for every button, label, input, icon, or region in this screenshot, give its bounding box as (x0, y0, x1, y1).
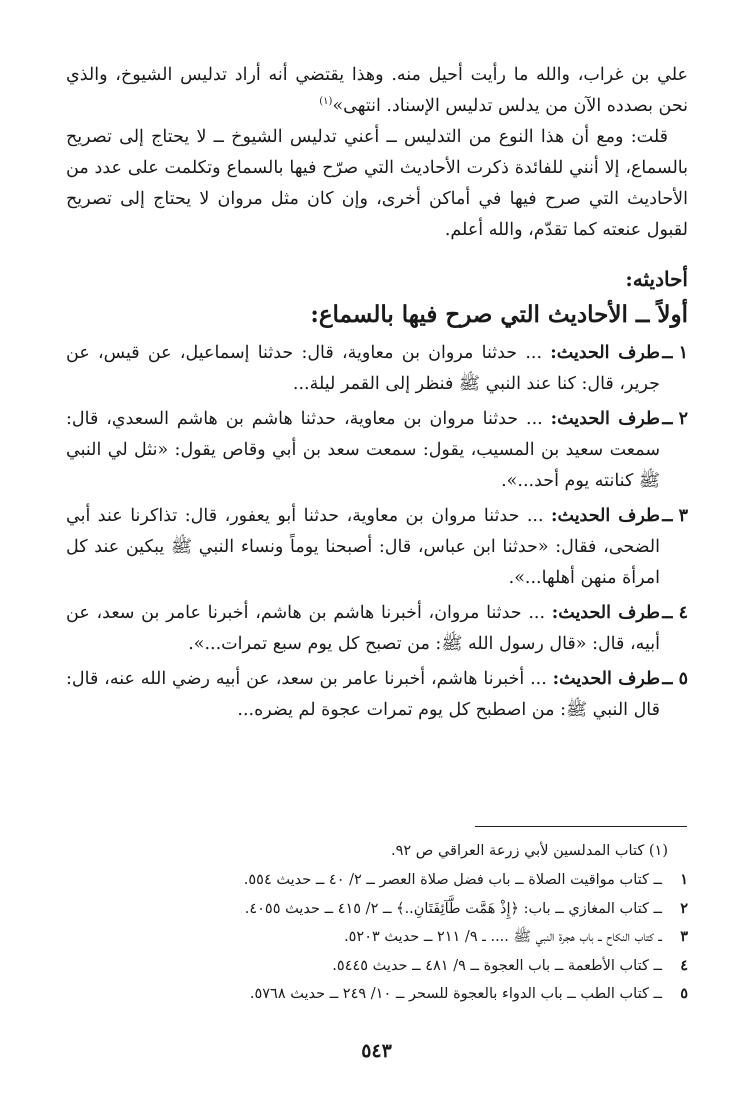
hadith-text: ... حدثنا مروان بن معاوية، حدثنا أبو يعفور، قال: تذاكرنا عند أبي الضحى، فقال: «حدثنا ابن عباس، قال: أصبحنا يوماً ونساء النبي ﷺ يبكين عند كل امرأة منهن أهلها...». (66, 506, 660, 588)
reference-number: ١ (680, 871, 688, 888)
hadith-item (66, 664, 688, 726)
reference-item (66, 895, 688, 924)
hadith-item (66, 598, 688, 660)
hadith-item (66, 501, 688, 594)
reference-text: ــ كتاب النكاح ــ باب هجرة النبي ﷺ .... ــ ٩/ ٢١١ ــ حديث ٥٢٠٣. (344, 929, 662, 945)
section-heading: أحاديثه: (625, 267, 688, 291)
hadith-number: ٥ ــ (662, 669, 688, 689)
reference-item (66, 866, 688, 895)
hadith-text: ... حدثنا مروان، أخبرنا هاشم بن هاشم، أخبرنا عامر بن سعد، عن أبيه، قال: «قال رسول الله ﷺ: من تصبح كل يوم سبع تمرات...». (66, 603, 660, 654)
main-text (66, 60, 688, 726)
reference-text: ــ كتاب مواقيت الصلاة ــ باب فضل صلاة العصر ــ ٢/ ٤٠ ــ حديث ٥٥٤. (243, 872, 662, 888)
hadith-text: ... حدثنا مروان بن معاوية، قال: حدثنا إسماعيل، عن قيس، عن جرير، قال: كنا عند النبي ﷺ فنظر إلى القمر ليلة... (66, 343, 660, 394)
hadith-lead: طرف الحديث: (552, 669, 660, 689)
reference-item (66, 980, 688, 1009)
hadith-lead: طرف الحديث: (550, 409, 660, 429)
reference-number: ٤ (680, 956, 688, 974)
subsection-heading: أولاً ــ الأحاديث التي صرح فيها بالسماع: (310, 301, 688, 328)
hadith-text: ... حدثنا مروان بن معاوية، حدثنا هاشم بن هاشم السعدي، قال: سمعت سعيد بن المسيب، يقول: سمعت سعد بن أبي وقاص يقول: «نثل لي النبي ﷺ كنانته يوم أحد...». (66, 409, 660, 491)
intro-paragraph-1-text: علي بن غراب، والله ما رأيت أحيل منه. وهذا يقتضي أنه أراد تدليس الشيوخ، والذي نحن بصدده الآن من يدلس تدليس الإسناد. انتهى» (66, 65, 688, 116)
hadith-number: ٢ ــ (662, 409, 688, 429)
reference-number: ٥ (680, 985, 688, 1002)
intro-paragraph-2: قلت: ومع أن هذا النوع من التدليس ــ أعني تدليس الشيوخ ــ لا يحتاج إلى تصريح بالسماع، إلا أنني للفائدة ذكرت الأحاديث التي صرّح فيها بالسماع وتكلمت على عدد من الأحاديث التي صرح فيها في أماكن أخرى، وإن كان مثل مروان لا يحتاج إلى تصريح لقبول عنعته كما تقدّم، والله أعلم. (66, 127, 688, 240)
footnote-marker: (١) (319, 96, 333, 108)
hadith-text: ... أخبرنا هاشم، أخبرنا عامر بن سعد، عن أبيه رضي الله عنه، قال: قال النبي ﷺ: من اصطبح كل يوم تمرات عجوة لم يضره... (66, 669, 660, 720)
reference-item (66, 923, 688, 952)
hadith-item (66, 404, 688, 497)
footnote-1: (١) كتاب المدلسين لأبي زرعة العراقي ص ٩٢. (391, 843, 668, 859)
reference-number: ٣ (680, 928, 688, 945)
footnote-separator (475, 826, 687, 827)
hadith-number: ٤ ــ (662, 603, 688, 623)
hadith-lead: طرف الحديث: (551, 506, 660, 526)
hadith-lead: طرف الحديث: (550, 343, 660, 363)
reference-text: ــ كتاب المغازي ــ باب: ﴿إِذْ هَمَّت طَّآئِفَتَانِ..﴾ ــ ٢/ ٤١٥ ــ حديث ٤٠٥٥. (244, 900, 662, 917)
reference-text: ــ كتاب الطب ــ باب الدواء بالعجوة للسحر ــ ١٠/ ٢٤٩ ــ حديث ٥٧٦٨. (249, 986, 662, 1002)
reference-number: ٢ (680, 899, 688, 917)
reference-item (66, 952, 688, 981)
page-number: ٥٤٣ (361, 1040, 392, 1062)
hadith-item (66, 338, 688, 400)
reference-text: ــ كتاب الأطعمة ــ باب العجوة ــ ٩/ ٤٨١ ــ حديث ٥٤٤٥. (332, 957, 662, 974)
hadith-number: ٣ ــ (662, 506, 688, 526)
hadith-number: ١ ــ (662, 343, 688, 363)
footnotes (66, 836, 688, 1009)
intro-paragraph-1 (66, 60, 688, 122)
hadith-lead: طرف الحديث: (551, 603, 660, 623)
